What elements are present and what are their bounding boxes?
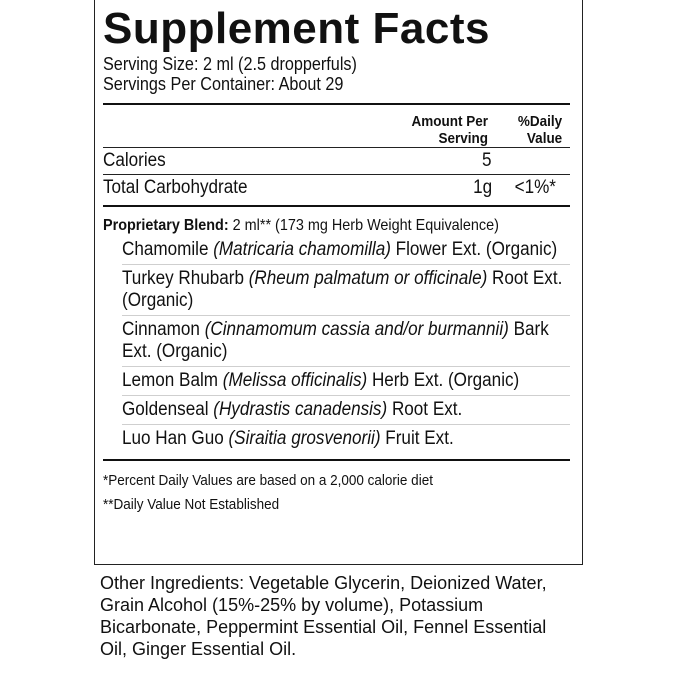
- ingredient-row: Turkey Rhubarb (Rheum palmatum or officinale) Root Ext. (Organic): [122, 265, 570, 316]
- ingredient-row: Cinnamon (Cinnamomum cassia and/or burmannii) Bark Ext. (Organic): [122, 316, 570, 367]
- footnotes: [103, 461, 570, 517]
- panel-title: Supplement Facts: [103, 4, 490, 53]
- nutrient-row-calories: [103, 148, 570, 174]
- footnote-not-established: **Daily Value Not Established: [103, 496, 280, 513]
- nutrient-daily-value: <1%*: [514, 177, 556, 198]
- blend-label: Proprietary Blend:: [103, 217, 229, 234]
- supplement-facts-panel: [94, 0, 583, 565]
- proprietary-blend-heading: [103, 216, 523, 236]
- nutrient-label: Total Carbohydrate: [103, 177, 248, 198]
- daily-value-header: %Daily Value: [517, 113, 562, 147]
- servings-per-container: Servings Per Container: About 29: [103, 74, 344, 94]
- ingredient-row: Luo Han Guo (Siraitia grosvenorii) Fruit Ext.: [122, 428, 454, 449]
- blend-amount: 2 ml** (173 mg Herb Weight Equivalence): [232, 217, 499, 234]
- other-ingredients: Other Ingredients: Vegetable Glycerin, Deionized Water, Grain Alcohol (15%-25% by volume), Potassium Bicarbonate, Peppermint Essential Oil, Fennel Essential Oil, Ginger Essential Oil.: [100, 573, 547, 659]
- ingredient-row: Lemon Balm (Melissa officinalis) Herb Ext. (Organic): [122, 367, 570, 396]
- nutrient-row-total-carbohydrate: [103, 175, 570, 201]
- divider-thick: [103, 205, 570, 207]
- ingredient-row: Goldenseal (Hydrastis canadensis) Root Ext.: [122, 396, 570, 425]
- nutrient-label: Calories: [103, 150, 166, 171]
- serving-size: Serving Size: 2 ml (2.5 dropperfuls): [103, 54, 357, 74]
- column-header: [103, 105, 570, 147]
- ingredient-row: Chamomile (Matricaria chamomilla) Flower Ext. (Organic): [122, 236, 570, 265]
- ingredient-list: [103, 236, 570, 453]
- nutrient-amount: 1g: [472, 177, 492, 198]
- footnote-percent-daily-value: *Percent Daily Values are based on a 2,000 calorie diet: [103, 472, 433, 489]
- amount-per-serving-header: Amount Per Serving: [411, 113, 488, 147]
- nutrient-amount: 5: [482, 150, 492, 171]
